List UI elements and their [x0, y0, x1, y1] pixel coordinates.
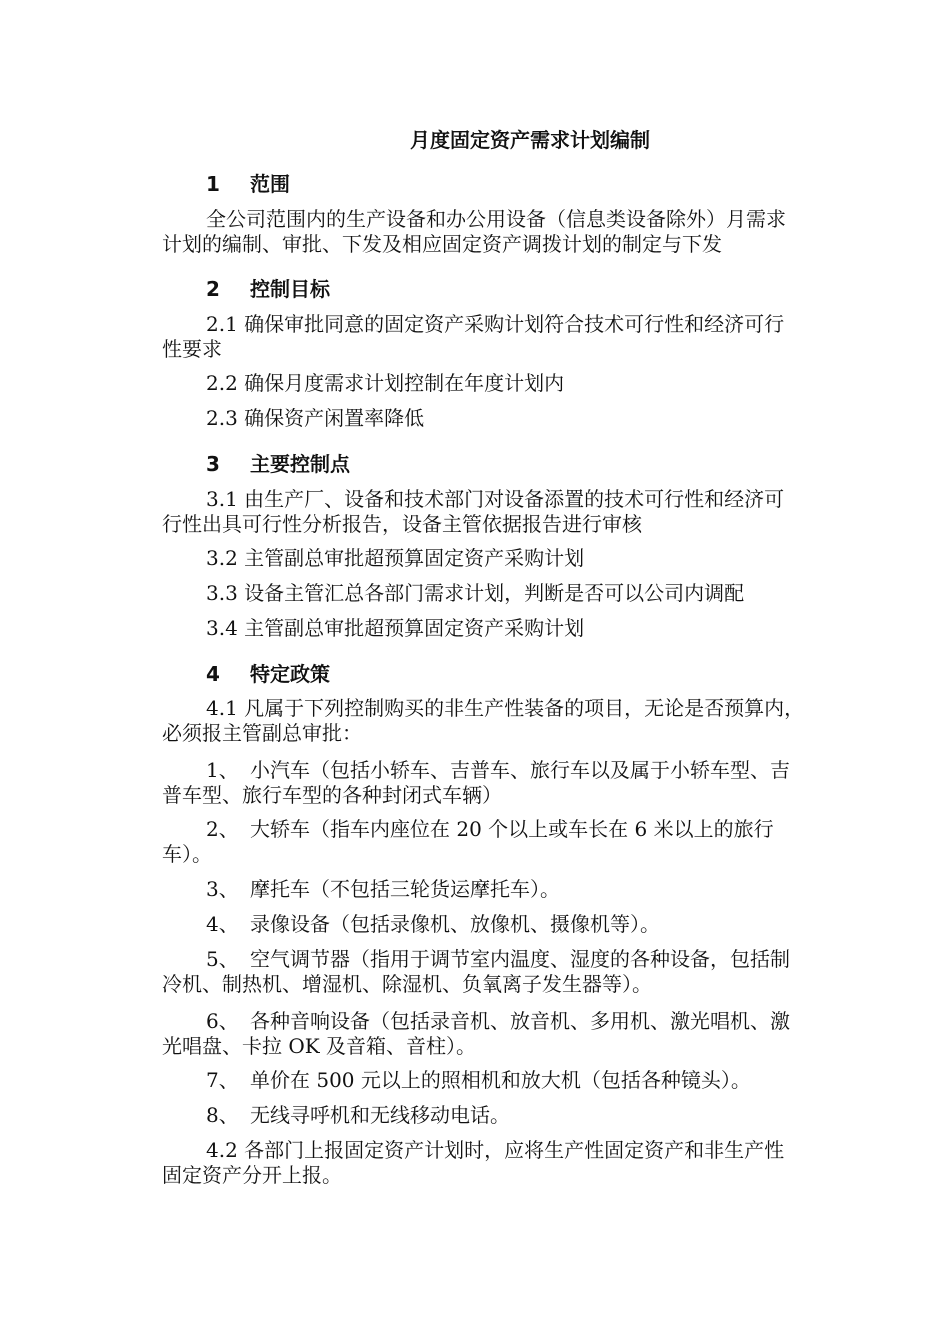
paragraph-line: 全公司范围内的生产设备和办公用设备（信息类设备除外）月需求: [206, 207, 786, 231]
list-item-4: [162, 912, 862, 937]
paragraph-line: 4.2 各部门上报固定资产计划时，应将生产性固定资产和非生产性: [206, 1138, 785, 1162]
list-item-label: 2、: [206, 817, 239, 841]
list-item-2: [162, 817, 862, 867]
list-item-text: 录像设备（包括录像机、放像机、摄像机等）。: [250, 912, 660, 936]
section-number: 3: [206, 452, 220, 476]
section-title: 特定政策: [250, 662, 330, 686]
list-item-text: 普车型、旅行车型的各种封闭式车辆）: [162, 783, 502, 807]
section-3-paragraph-2: [162, 546, 862, 571]
list-item-6: [162, 1009, 862, 1059]
paragraph-line: 计划的编制、审批、下发及相应固定资产调拨计划的制定与下发: [162, 232, 722, 256]
paragraph-line: 3.4 主管副总审批超预算固定资产采购计划: [206, 616, 585, 640]
section-1-paragraph-1: [162, 207, 862, 257]
section-number: 2: [206, 277, 220, 301]
list-item-text: 车）。: [162, 842, 212, 866]
list-item-7: [162, 1068, 862, 1093]
list-item-text: 各种音响设备（包括录音机、放音机、多用机、激光唱机、激: [250, 1009, 790, 1033]
paragraph-line: 2.2 确保月度需求计划控制在年度计划内: [206, 371, 565, 395]
list-item-label: 4、: [206, 912, 239, 936]
section-title: 主要控制点: [250, 452, 350, 476]
list-item-label: 1、: [206, 758, 239, 782]
list-item-3: [162, 877, 862, 902]
list-item-label: 7、: [206, 1068, 239, 1092]
paragraph-line: 3.3 设备主管汇总各部门需求计划，判断是否可以公司内调配: [206, 581, 745, 605]
list-item-label: 3、: [206, 877, 239, 901]
section-4-paragraph-1: [162, 696, 862, 746]
list-item-8: [162, 1103, 862, 1128]
paragraph-line: 固定资产分开上报。: [162, 1163, 342, 1187]
document-title: 月度固定资产需求计划编制: [410, 128, 650, 152]
list-item-text: 光唱盘、卡拉 OK 及音箱、音柱）。: [162, 1034, 477, 1058]
list-item-text: 单价在 500 元以上的照相机和放大机（包括各种镜头）。: [250, 1068, 751, 1092]
section-4-closing-paragraph: [162, 1138, 862, 1188]
section-2-paragraph-2: [162, 371, 862, 396]
paragraph-line: 必须报主管副总审批：: [162, 721, 362, 745]
list-item-text: 小汽车（包括小轿车、吉普车、旅行车以及属于小轿车型、吉: [250, 758, 790, 782]
list-item-5: [162, 947, 862, 997]
section-4-heading: [206, 660, 866, 688]
section-number: 4: [206, 662, 220, 686]
section-2-paragraph-3: [162, 406, 862, 431]
section-1-heading: [206, 170, 866, 198]
section-3-paragraph-1: [162, 487, 862, 537]
section-number: 1: [206, 172, 220, 196]
list-item-text: 冷机、制热机、增湿机、除湿机、负氧离子发生器等）。: [162, 972, 652, 996]
paragraph-line: 3.1 由生产厂、设备和技术部门对设备添置的技术可行性和经济可: [206, 487, 785, 511]
section-3-heading: [206, 450, 866, 478]
paragraph-line: 4.1 凡属于下列控制购买的非生产性装备的项目，无论是否预算内，: [206, 696, 805, 720]
list-item-1: [162, 758, 862, 808]
section-3-paragraph-4: [162, 616, 862, 641]
list-item-text: 无线寻呼机和无线移动电话。: [250, 1103, 510, 1127]
section-title: 范围: [250, 172, 290, 196]
section-2-heading: [206, 275, 866, 303]
list-item-label: 5、: [206, 947, 239, 971]
paragraph-line: 2.3 确保资产闲置率降低: [206, 406, 425, 430]
section-3-paragraph-3: [162, 581, 862, 606]
paragraph-line: 2.1 确保审批同意的固定资产采购计划符合技术可行性和经济可行: [206, 312, 785, 336]
list-item-text: 大轿车（指车内座位在 20 个以上或车长在 6 米以上的旅行: [250, 817, 774, 841]
list-item-label: 6、: [206, 1009, 239, 1033]
section-title: 控制目标: [250, 277, 330, 301]
list-item-text: 摩托车（不包括三轮货运摩托车）。: [250, 877, 560, 901]
paragraph-line: 行性出具可行性分析报告，设备主管依据报告进行审核: [162, 512, 642, 536]
list-item-label: 8、: [206, 1103, 239, 1127]
paragraph-line: 性要求: [162, 337, 222, 361]
section-2-paragraph-1: [162, 312, 862, 362]
paragraph-line: 3.2 主管副总审批超预算固定资产采购计划: [206, 546, 585, 570]
list-item-text: 空气调节器（指用于调节室内温度、湿度的各种设备，包括制: [250, 947, 790, 971]
